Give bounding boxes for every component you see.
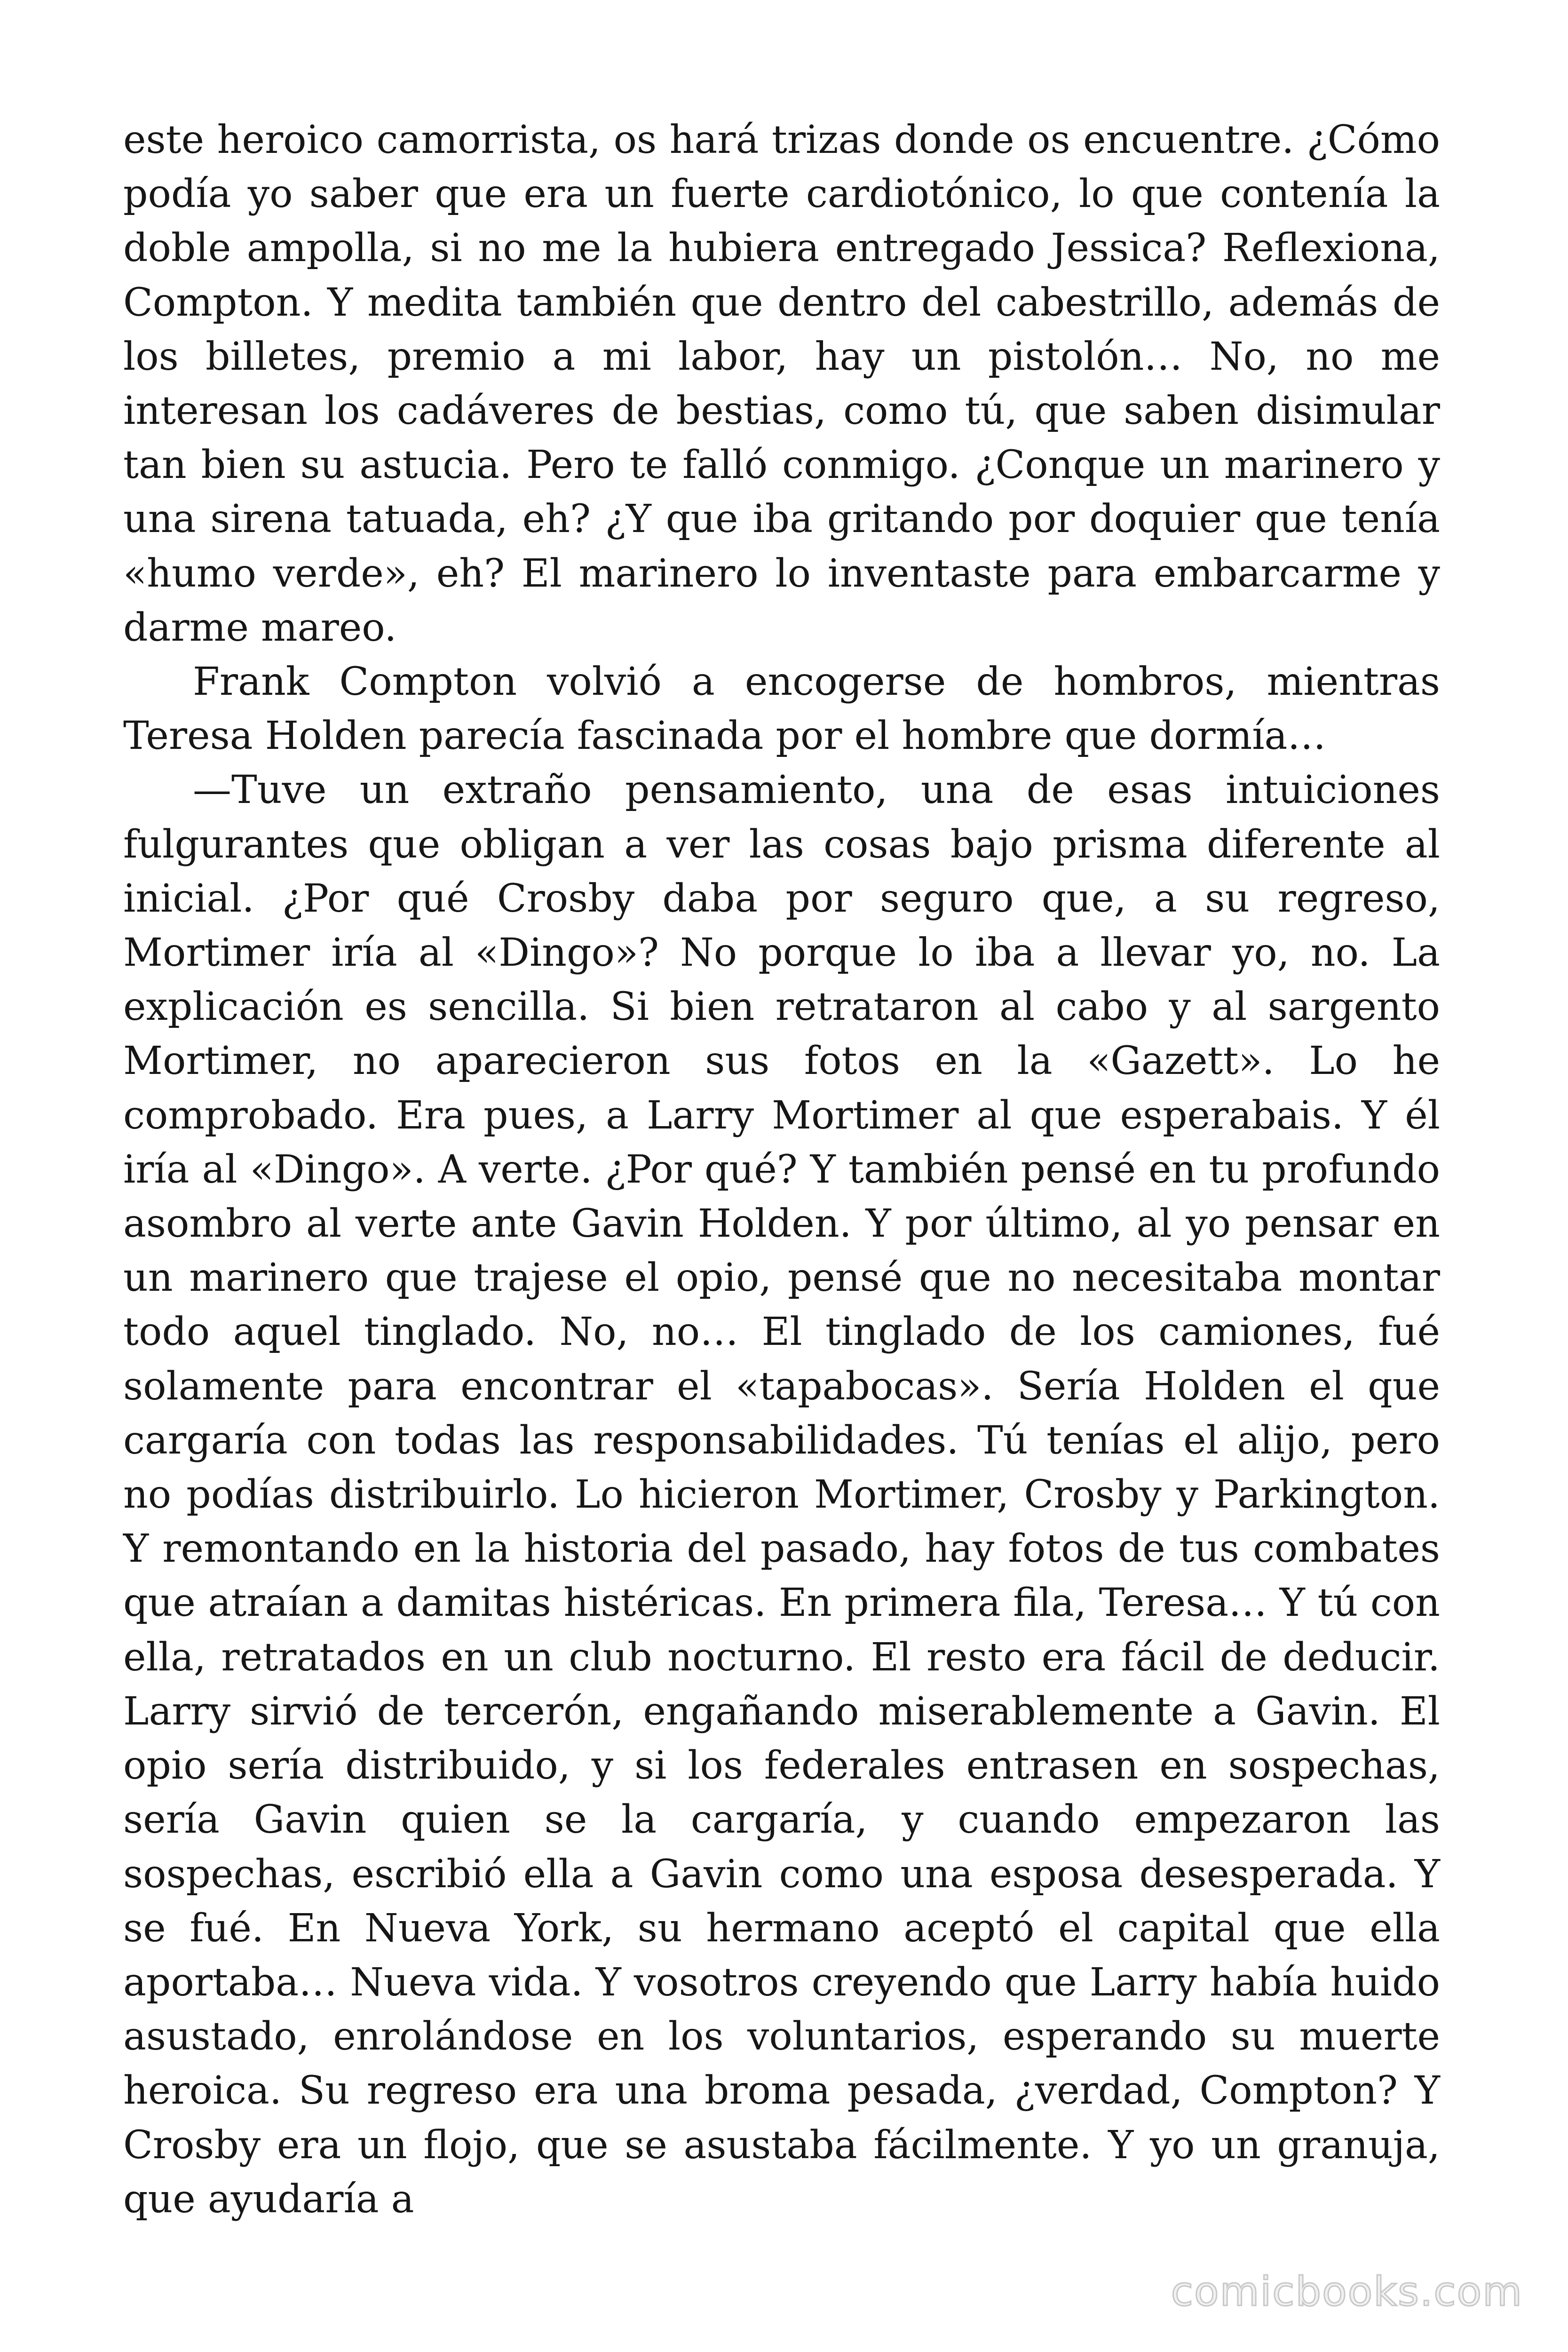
paragraph-3: —Tuve un extraño pensamiento, una de esas intuiciones fulgurantes que obligan a ver las cosas bajo prisma diferente al inicial. ¿Por qué Crosby daba por seguro que, a su regreso, Mortimer iría al «Dingo»? No porque lo iba a llevar yo, no. La explicación es sencilla. Si bien retrataron al cabo y al sargento Mortimer, no aparecieron sus fotos en la «Gazett». Lo he comprobado. Era pues, a Larry Mortimer al que esperabais. Y él iría al «Dingo». A verte. ¿Por qué? Y también pensé en tu profundo asombro al verte ante Gavin Holden. Y por último, al yo pensar en un marinero que trajese el opio, pensé que no necesitaba montar todo aquel tinglado. No, no… El tinglado de los camiones, fué solamente para encontrar el «tapabocas». Sería Holden el que cargaría con todas las responsabilidades. Tú tenías el alijo, pero no podías distribuirlo. Lo hicieron Mortimer, Crosby y Parkington. Y remontando en la historia del pasado, hay fotos de tus combates que atraían a damitas histéricas. En primera fila, Teresa… Y tú con ella, retratados en un club nocturno. El resto era fácil de deducir. Larry sirvió de tercerón, engañando miserablemente a Gavin. El opio sería distribuido, y si los federales entrasen en sospechas, sería Gavin quien se la cargaría, y cuando empezaron las sospechas, escribió ella a Gavin como una esposa desesperada. Y se fué. En Nueva York, su hermano aceptó el capital que ella aportaba… Nueva vida. Y vosotros creyendo que Larry había huido asustado, enrolándose en los voluntarios, esperando su muerte heroica. Su regreso era una broma pesada, ¿verdad, Compton? Y Crosby era un flojo, que se asustaba fácilmente. Y yo un granuja, que ayudaría a [123, 768, 1440, 2222]
watermark: comicbooks.com [1171, 2268, 1523, 2315]
paragraph-2: Frank Compton volvió a encogerse de hombros, mientras Teresa Holden parecía fascinada por el hombre que dormía… [123, 660, 1440, 759]
paragraph-1: este heroico camorrista, os hará trizas donde os encuentre. ¿Cómo podía yo saber que era un fuerte cardiotónico, lo que contenía la doble ampolla, si no me la hubiera entregado Jessica? Reflexiona, Compton. Y medita también que dentro del cabestrillo, además de los billetes, premio a mi labor, hay un pistolón… No, no me interesan los cadáveres de bestias, como tú, que saben disimular tan bien su astucia. Pero te falló conmigo. ¿Conque un marinero y una sirena tatuada, eh? ¿Y que iba gritando por doquier que tenía «humo verde», eh? El marinero lo inventaste para embarcarme y darme mareo. [123, 118, 1440, 650]
page-body [123, 113, 1440, 2226]
